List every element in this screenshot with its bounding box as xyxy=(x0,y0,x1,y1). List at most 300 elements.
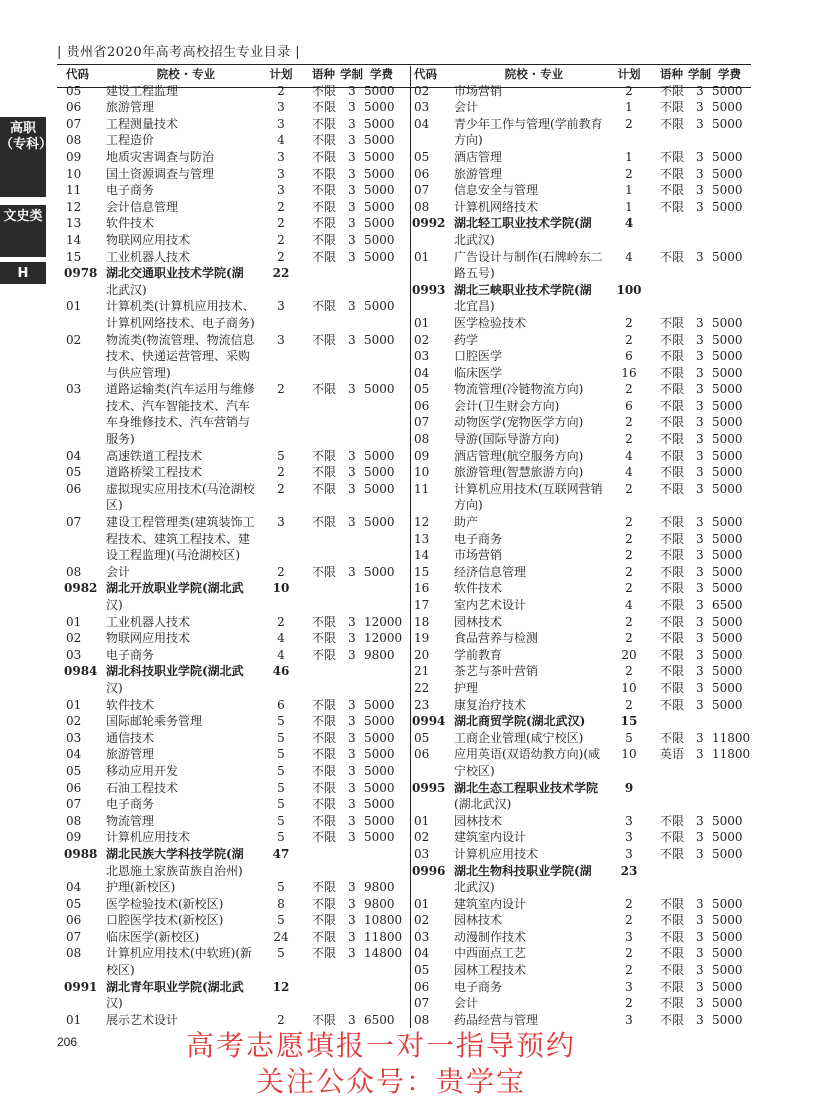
cell-code: 14 xyxy=(66,232,82,247)
cell-lang: 不限 xyxy=(660,166,685,181)
cell-yrs: 3 xyxy=(348,100,356,115)
school-row xyxy=(66,663,406,680)
cell-fee: 5000 xyxy=(364,797,395,812)
cell-name: 会计 xyxy=(454,100,479,115)
column-divider xyxy=(410,66,411,1028)
major-row xyxy=(66,99,406,116)
cell-name: 物联网应用技术 xyxy=(106,232,191,247)
cell-yrs: 3 xyxy=(348,797,356,812)
cell-plan: 5 xyxy=(277,797,285,812)
major-row xyxy=(414,746,754,763)
continuation-row xyxy=(66,431,406,448)
cell-name: 建筑室内设计 xyxy=(454,830,527,845)
cell-name: 通信技术 xyxy=(106,730,155,745)
cell-lang: 不限 xyxy=(660,116,685,131)
cell-name: 计算机网络技术 xyxy=(454,199,539,214)
cell-name: 北武汉) xyxy=(106,282,147,297)
cell-fee: 5000 xyxy=(364,166,395,181)
cell-fee: 5000 xyxy=(712,1012,743,1027)
cell-name: 旅游管理 xyxy=(106,100,155,115)
cell-yrs: 3 xyxy=(348,183,356,198)
cell-lang: 不限 xyxy=(660,432,685,447)
cell-code: 07 xyxy=(414,996,430,1011)
cell-plan: 5 xyxy=(277,913,285,928)
major-row xyxy=(66,929,406,946)
cell-lang: 不限 xyxy=(660,631,685,646)
cell-code: 15 xyxy=(66,249,82,264)
cell-yrs: 3 xyxy=(696,382,704,397)
cell-lang: 不限 xyxy=(312,515,337,530)
cell-code: 01 xyxy=(66,697,82,712)
cell-fee: 5000 xyxy=(364,730,395,745)
cell-plan: 2 xyxy=(625,415,633,430)
cell-name: 湖北青年职业学院(湖北武 xyxy=(106,979,244,994)
major-row xyxy=(414,166,754,183)
cell-plan: 3 xyxy=(625,846,633,861)
school-row xyxy=(414,863,754,880)
major-row xyxy=(66,448,406,465)
cell-fee: 5000 xyxy=(364,133,395,148)
cell-plan: 5 xyxy=(277,830,285,845)
cell-lang: 不限 xyxy=(660,332,685,347)
column-header: 代码 院校 · 专业 计划 语种 学制 学费 xyxy=(66,67,393,81)
cell-fee: 5000 xyxy=(712,332,743,347)
cell-plan: 2 xyxy=(625,481,633,496)
cell-plan: 5 xyxy=(277,730,285,745)
cell-plan: 3 xyxy=(277,166,285,181)
school-row xyxy=(66,979,406,996)
cell-fee: 11800 xyxy=(364,929,403,944)
cell-name: 工商企业管理(咸宁校区) xyxy=(454,730,584,745)
cell-lang: 不限 xyxy=(660,199,685,214)
cell-lang: 不限 xyxy=(312,249,337,264)
cell-lang: 不限 xyxy=(660,448,685,463)
cell-lang: 不限 xyxy=(312,465,337,480)
cell-code: 23 xyxy=(414,697,430,712)
cell-name: 物流管理(冷链物流方向) xyxy=(454,382,584,397)
cell-lang: 不限 xyxy=(660,1012,685,1027)
cell-code: 12 xyxy=(66,199,82,214)
cell-yrs: 3 xyxy=(696,448,704,463)
cell-name: 北武汉) xyxy=(454,232,495,247)
cell-fee: 5000 xyxy=(712,830,743,845)
cell-plan: 2 xyxy=(625,116,633,131)
cell-name: 虚拟现实应用技术(马沧湖校 xyxy=(106,481,255,496)
cell-name: 会计信息管理 xyxy=(106,199,179,214)
cell-fee: 5000 xyxy=(364,813,395,828)
cell-yrs: 3 xyxy=(696,465,704,480)
cell-yrs: 3 xyxy=(696,913,704,928)
cell-lang: 不限 xyxy=(312,133,337,148)
cell-lang: 不限 xyxy=(660,979,685,994)
cell-lang: 不限 xyxy=(660,730,685,745)
cell-lang: 不限 xyxy=(312,564,337,579)
cell-name: 湖北轻工职业技术学院(湖 xyxy=(454,216,592,231)
cell-fee: 5000 xyxy=(712,813,743,828)
cell-yrs: 3 xyxy=(696,349,704,364)
cell-name: 区) xyxy=(106,498,123,513)
cell-name: 高速铁道工程技术 xyxy=(106,448,203,463)
cell-code: 01 xyxy=(414,315,430,330)
cell-lang: 不限 xyxy=(312,199,337,214)
major-row xyxy=(66,199,406,216)
cell-name: 道路桥梁工程技术 xyxy=(106,465,203,480)
cell-name: 展示艺术设计 xyxy=(106,1012,179,1027)
cell-plan: 10 xyxy=(621,680,637,695)
cell-fee: 5000 xyxy=(712,531,743,546)
major-row xyxy=(414,929,754,946)
cell-yrs: 3 xyxy=(696,398,704,413)
cell-code: 04 xyxy=(414,365,430,380)
cell-fee: 5000 xyxy=(364,830,395,845)
cell-yrs: 3 xyxy=(348,166,356,181)
cell-name: 湖北民族大学科技学院(湖 xyxy=(106,846,244,861)
cell-lang: 不限 xyxy=(660,548,685,563)
cell-lang: 不限 xyxy=(660,581,685,596)
cell-plan: 5 xyxy=(277,448,285,463)
continuation-row xyxy=(414,265,754,282)
cell-yrs: 3 xyxy=(348,216,356,231)
cell-fee: 5000 xyxy=(364,100,395,115)
cell-code: 06 xyxy=(414,398,430,413)
cell-plan: 4 xyxy=(625,598,633,612)
cell-fee: 5000 xyxy=(712,697,743,712)
cell-plan: 6 xyxy=(277,697,285,712)
cell-name: 汉) xyxy=(106,598,123,612)
cell-code: 16 xyxy=(414,581,430,596)
cell-lang: 不限 xyxy=(312,946,337,961)
cell-code: 17 xyxy=(414,598,430,612)
cell-name: 汉) xyxy=(106,680,123,695)
cell-name: 宁校区) xyxy=(454,763,495,778)
continuation-row xyxy=(414,497,754,514)
side-tab-letter: H xyxy=(0,262,46,284)
cell-plan: 2 xyxy=(277,249,285,264)
cell-fee: 12000 xyxy=(364,631,403,646)
cell-name: 工业机器人技术 xyxy=(106,614,191,629)
cell-yrs: 3 xyxy=(696,199,704,214)
cell-plan: 23 xyxy=(620,863,638,878)
cell-name: 医学检验技术(新校区) xyxy=(106,896,224,911)
cell-plan: 2 xyxy=(625,896,633,911)
cell-plan: 4 xyxy=(625,448,633,463)
major-row xyxy=(66,896,406,913)
cell-code: 12 xyxy=(414,515,430,530)
continuation-row xyxy=(414,879,754,896)
cell-lang: 不限 xyxy=(660,664,685,679)
school-row xyxy=(66,580,406,597)
cell-fee: 5000 xyxy=(712,365,743,380)
cell-name: 广告设计与制作(石牌岭东二 xyxy=(454,249,603,264)
cell-code: 07 xyxy=(66,515,82,530)
cell-lang: 不限 xyxy=(312,166,337,181)
cell-lang: 不限 xyxy=(660,697,685,712)
cell-plan: 4 xyxy=(625,249,633,264)
cell-yrs: 3 xyxy=(348,830,356,845)
column-header: 代码 院校 · 专业 计划 语种 学制 学费 xyxy=(414,67,741,81)
continuation-row xyxy=(66,365,406,382)
cell-yrs: 3 xyxy=(348,730,356,745)
major-row xyxy=(414,182,754,199)
cell-code: 04 xyxy=(414,116,430,131)
cell-code: 06 xyxy=(414,979,430,994)
cell-name: 应用英语(双语幼教方向)(咸 xyxy=(454,747,601,762)
cell-name: 会计 xyxy=(454,996,479,1011)
cell-yrs: 3 xyxy=(348,481,356,496)
cell-plan: 4 xyxy=(277,647,285,662)
cell-yrs: 3 xyxy=(696,647,704,662)
major-row xyxy=(66,132,406,149)
cell-fee: 5000 xyxy=(364,183,395,198)
cell-name: 学前教育 xyxy=(454,647,503,662)
cell-yrs: 3 xyxy=(696,680,704,695)
continuation-row xyxy=(414,763,754,780)
cell-plan: 2 xyxy=(625,946,633,961)
cell-plan: 6 xyxy=(625,349,633,364)
cell-code: 01 xyxy=(66,1012,82,1027)
cell-fee: 5000 xyxy=(712,398,743,413)
cell-lang: 不限 xyxy=(312,83,337,98)
cell-lang: 不限 xyxy=(312,100,337,115)
cell-code: 10 xyxy=(414,465,430,480)
cell-yrs: 3 xyxy=(696,332,704,347)
cell-lang: 不限 xyxy=(660,913,685,928)
cell-plan: 24 xyxy=(273,929,289,944)
cell-name: 青少年工作与管理(学前教育 xyxy=(454,116,603,131)
cell-yrs: 3 xyxy=(696,598,704,612)
cell-fee: 12000 xyxy=(364,614,403,629)
cell-plan: 2 xyxy=(625,315,633,330)
cell-code: 02 xyxy=(414,332,430,347)
major-row xyxy=(66,514,406,531)
cell-yrs: 3 xyxy=(348,929,356,944)
cell-plan: 2 xyxy=(277,564,285,579)
cell-plan: 10 xyxy=(272,581,290,596)
cell-plan: 3 xyxy=(625,830,633,845)
major-row xyxy=(66,481,406,498)
cell-name: 室内艺术设计 xyxy=(454,598,527,612)
cell-name: 软件技术 xyxy=(106,697,155,712)
school-row xyxy=(414,215,754,232)
cell-fee: 5000 xyxy=(712,664,743,679)
cell-lang: 不限 xyxy=(660,183,685,198)
page-header: | 贵州省2020年高考高校招生专业目录 | xyxy=(57,45,301,60)
cell-yrs: 3 xyxy=(696,564,704,579)
cell-name: 软件技术 xyxy=(454,581,503,596)
cell-code: 09 xyxy=(414,448,430,463)
cell-code: 07 xyxy=(66,797,82,812)
cell-code: 01 xyxy=(414,249,430,264)
cell-code: 07 xyxy=(414,415,430,430)
cell-fee: 11800 xyxy=(712,747,751,762)
cell-name: 电子商务 xyxy=(454,531,503,546)
cell-plan: 2 xyxy=(277,199,285,214)
cell-plan: 47 xyxy=(272,846,290,861)
cell-name: 物联网应用技术 xyxy=(106,631,191,646)
cell-lang: 不限 xyxy=(660,365,685,380)
cell-plan: 2 xyxy=(625,697,633,712)
cell-lang: 不限 xyxy=(660,83,685,98)
major-row xyxy=(66,763,406,780)
major-row xyxy=(414,829,754,846)
cell-lang: 不限 xyxy=(660,515,685,530)
major-row xyxy=(414,630,754,647)
cell-plan: 8 xyxy=(277,896,285,911)
left-column xyxy=(66,66,406,1028)
major-row xyxy=(414,597,754,614)
watermark-line2: 关注公众号：贵学宝 xyxy=(256,1065,527,1098)
cell-yrs: 3 xyxy=(696,631,704,646)
cell-code: 01 xyxy=(66,299,82,314)
cell-code: 06 xyxy=(66,913,82,928)
cell-lang: 不限 xyxy=(312,382,337,397)
cell-name: 药品经营与管理 xyxy=(454,1012,539,1027)
major-row xyxy=(414,414,754,431)
cell-code: 0982 xyxy=(64,581,98,596)
major-row xyxy=(414,116,754,133)
cell-yrs: 3 xyxy=(348,448,356,463)
cell-name: 国际邮轮乘务管理 xyxy=(106,714,203,729)
major-row xyxy=(66,697,406,714)
major-row xyxy=(414,995,754,1012)
cell-fee: 5000 xyxy=(364,763,395,778)
cell-name: 食品营养与检测 xyxy=(454,631,539,646)
cell-yrs: 3 xyxy=(696,249,704,264)
cell-lang: 不限 xyxy=(312,614,337,629)
cell-lang: 不限 xyxy=(660,398,685,413)
cell-code: 02 xyxy=(414,913,430,928)
cell-yrs: 3 xyxy=(696,979,704,994)
cell-name: 经济信息管理 xyxy=(454,564,527,579)
cell-name: 湖北商贸学院(湖北武汉) xyxy=(454,714,586,729)
cell-name: 石油工程技术 xyxy=(106,780,179,795)
cell-yrs: 3 xyxy=(696,531,704,546)
cell-name: 湖北交通职业技术学院(湖 xyxy=(106,266,244,281)
cell-plan: 2 xyxy=(625,166,633,181)
major-row xyxy=(414,332,754,349)
cell-yrs: 3 xyxy=(696,1012,704,1027)
cell-name: 康复治疗技术 xyxy=(454,697,527,712)
cell-plan: 3 xyxy=(277,100,285,115)
cell-code: 02 xyxy=(414,83,430,98)
cell-yrs: 3 xyxy=(696,730,704,745)
cell-plan: 3 xyxy=(625,929,633,944)
cell-name: 园林技术 xyxy=(454,913,503,928)
cell-lang: 不限 xyxy=(660,963,685,978)
cell-yrs: 3 xyxy=(348,515,356,530)
cell-yrs: 3 xyxy=(348,149,356,164)
cell-name: 与供应管理) xyxy=(106,365,171,380)
cell-name: 中西面点工艺 xyxy=(454,946,527,961)
cell-lang: 不限 xyxy=(660,996,685,1011)
cell-lang: 不限 xyxy=(312,813,337,828)
continuation-row xyxy=(66,962,406,979)
cell-fee: 5000 xyxy=(712,647,743,662)
major-row xyxy=(66,945,406,962)
cell-yrs: 3 xyxy=(348,714,356,729)
cell-plan: 22 xyxy=(272,266,290,281)
cell-lang: 不限 xyxy=(660,415,685,430)
cell-yrs: 3 xyxy=(696,365,704,380)
cell-lang: 英语 xyxy=(660,747,685,762)
cell-name: 校区) xyxy=(106,963,135,978)
cell-plan: 3 xyxy=(277,515,285,530)
cell-yrs: 3 xyxy=(348,780,356,795)
major-row xyxy=(66,215,406,232)
cell-fee: 11800 xyxy=(712,730,751,745)
cell-fee: 5000 xyxy=(364,83,395,98)
cell-name: 旅游管理 xyxy=(106,747,155,762)
cell-fee: 5000 xyxy=(364,382,395,397)
cell-plan: 2 xyxy=(625,996,633,1011)
major-row xyxy=(414,199,754,216)
cell-plan: 2 xyxy=(277,232,285,247)
cell-yrs: 3 xyxy=(348,564,356,579)
cell-name: 地质灾害调查与防治 xyxy=(106,149,215,164)
cell-plan: 2 xyxy=(625,614,633,629)
cell-plan: 2 xyxy=(277,216,285,231)
cell-plan: 4 xyxy=(277,631,285,646)
cell-lang: 不限 xyxy=(312,1012,337,1027)
major-row xyxy=(414,448,754,465)
major-row xyxy=(414,464,754,481)
cell-yrs: 3 xyxy=(348,332,356,347)
major-row xyxy=(414,846,754,863)
cell-plan: 5 xyxy=(277,880,285,895)
cell-plan: 5 xyxy=(277,946,285,961)
cell-code: 10 xyxy=(66,166,82,181)
cell-fee: 5000 xyxy=(712,996,743,1011)
cell-lang: 不限 xyxy=(660,382,685,397)
major-row xyxy=(414,647,754,664)
cell-plan: 5 xyxy=(277,714,285,729)
cell-fee: 5000 xyxy=(364,714,395,729)
major-row xyxy=(414,365,754,382)
continuation-row xyxy=(66,863,406,880)
cell-fee: 5000 xyxy=(364,232,395,247)
cell-name: 物流管理 xyxy=(106,813,155,828)
cell-plan: 2 xyxy=(625,432,633,447)
cell-code: 14 xyxy=(414,548,430,563)
cell-yrs: 3 xyxy=(348,133,356,148)
cell-name: 北武汉) xyxy=(454,880,495,895)
cell-plan: 5 xyxy=(277,763,285,778)
cell-code: 04 xyxy=(414,946,430,961)
cell-yrs: 3 xyxy=(696,830,704,845)
cell-code: 04 xyxy=(66,448,82,463)
cell-fee: 10800 xyxy=(364,913,403,928)
cell-name: 设工程监理)(马沧湖校区) xyxy=(106,548,241,563)
cell-code: 07 xyxy=(414,183,430,198)
cell-code: 0988 xyxy=(64,846,98,861)
cell-plan: 2 xyxy=(277,614,285,629)
cell-name: 电子商务 xyxy=(106,183,155,198)
cell-plan: 1 xyxy=(625,199,633,214)
cell-fee: 5000 xyxy=(712,548,743,563)
cell-code: 0991 xyxy=(64,979,98,994)
cell-code: 0995 xyxy=(412,780,446,795)
cell-code: 05 xyxy=(66,83,82,98)
cell-plan: 3 xyxy=(277,332,285,347)
cell-code: 09 xyxy=(66,830,82,845)
cell-name: 计算机应用技术(互联网营销 xyxy=(454,481,603,496)
header-title: 贵州省2020年高考高校招生专业目录 xyxy=(66,45,291,60)
cell-code: 04 xyxy=(66,880,82,895)
cell-name: 方向) xyxy=(454,498,483,513)
cell-code: 20 xyxy=(414,647,430,662)
cell-name: 软件技术 xyxy=(106,216,155,231)
cell-plan: 2 xyxy=(625,83,633,98)
